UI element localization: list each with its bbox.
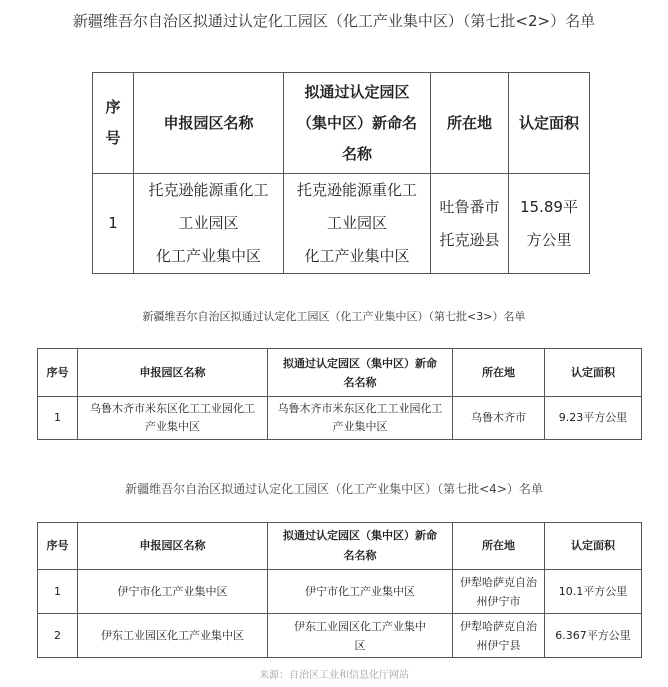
cell-name: 伊宁市化工产业集中区 (78, 570, 268, 614)
header-no: 序 号 (93, 73, 134, 174)
cell-location: 伊犁哈萨克自治 州伊宁市 (453, 570, 545, 614)
cell-no: 1 (93, 174, 134, 274)
table-header-row (93, 73, 590, 174)
cell-location: 吐鲁番市 托克逊县 (431, 174, 509, 274)
batch2-table (92, 72, 590, 274)
table-row (38, 614, 642, 658)
batch3-table (37, 348, 642, 440)
batch3-title: 新疆维吾尔自治区拟通过认定化工园区（化工产业集中区）（第七批<3>）名单 (142, 310, 526, 323)
header-newname: 拟通过认定园区 （集中区）新命名 名称 (284, 73, 431, 174)
header-area: 认定面积 (509, 73, 590, 174)
cell-newname: 伊东工业园区化工产业集中 区 (268, 614, 453, 658)
table-row (38, 570, 642, 614)
table-row (93, 174, 590, 274)
header-no: 序号 (38, 523, 78, 570)
header-location: 所在地 (453, 523, 545, 570)
cell-area: 15.89平 方公里 (509, 174, 590, 274)
table-header-row (38, 523, 642, 570)
header-name: 申报园区名称 (78, 523, 268, 570)
header-newname: 拟通过认定园区（集中区）新命 名名称 (268, 523, 453, 570)
cell-location: 伊犁哈萨克自治 州伊宁县 (453, 614, 545, 658)
cell-area: 6.367平方公里 (545, 614, 642, 658)
header-name: 申报园区名称 (78, 349, 268, 397)
header-location: 所在地 (453, 349, 545, 397)
header-name: 申报园区名称 (134, 73, 284, 174)
cell-newname: 乌鲁木齐市米东区化工工业园化工 产业集中区 (268, 397, 453, 440)
cell-newname: 托克逊能源重化工 工业园区 化工产业集中区 (284, 174, 431, 274)
header-area: 认定面积 (545, 523, 642, 570)
cell-name: 乌鲁木齐市米东区化工工业园化工 产业集中区 (78, 397, 268, 440)
batch4-title: 新疆维吾尔自治区拟通过认定化工园区（化工产业集中区）（第七批<4>）名单 (125, 482, 543, 496)
cell-no: 2 (38, 614, 78, 658)
source-caption: 来源：自治区工业和信息化厅网站 (259, 670, 409, 681)
header-area: 认定面积 (545, 349, 642, 397)
header-location: 所在地 (431, 73, 509, 174)
cell-no: 1 (38, 570, 78, 614)
cell-area: 10.1平方公里 (545, 570, 642, 614)
cell-area: 9.23平方公里 (545, 397, 642, 440)
batch4-table (37, 522, 642, 658)
table-header-row (38, 349, 642, 397)
header-newname: 拟通过认定园区（集中区）新命 名名称 (268, 349, 453, 397)
table-row (38, 397, 642, 440)
batch2-title: 新疆维吾尔自治区拟通过认定化工园区（化工产业集中区）（第七批<2>）名单 (72, 12, 596, 30)
cell-newname: 伊宁市化工产业集中区 (268, 570, 453, 614)
cell-no: 1 (38, 397, 78, 440)
cell-name: 托克逊能源重化工 工业园区 化工产业集中区 (134, 174, 284, 274)
cell-name: 伊东工业园区化工产业集中区 (78, 614, 268, 658)
header-no: 序号 (38, 349, 78, 397)
cell-location: 乌鲁木齐市 (453, 397, 545, 440)
